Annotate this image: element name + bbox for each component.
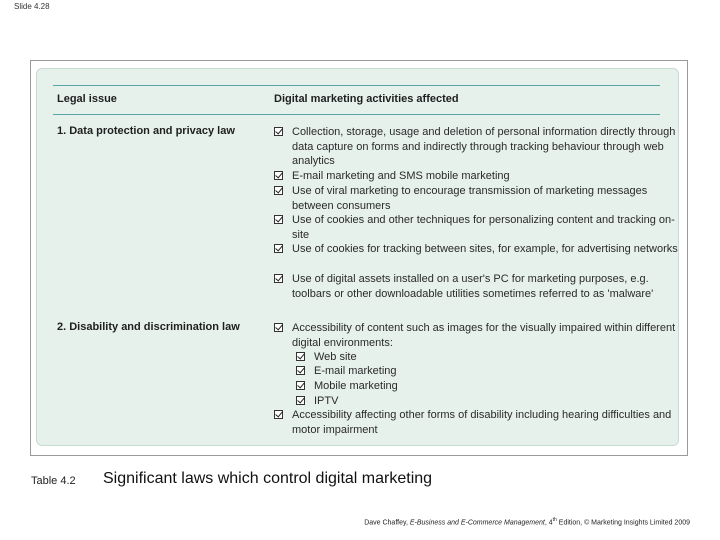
footer-citation — [364, 517, 690, 526]
activity-text: Collection, storage, usage and deletion of personal information directly through data capture on forms and indirectly through tracking behaviour through web analytics — [292, 126, 676, 167]
activity-text: E-mail marketing — [314, 365, 397, 377]
activity-subitem — [296, 364, 674, 379]
activity-item — [274, 184, 679, 213]
activities-header: Digital marketing activities affected — [274, 93, 459, 105]
header-rule-bottom — [53, 114, 660, 115]
table-number-label: Table 4.2 — [31, 475, 76, 487]
activity-item — [274, 408, 679, 437]
activity-text: IPTV — [314, 395, 339, 407]
checkbox-checked-icon — [274, 171, 283, 180]
activity-text: Web site — [314, 351, 357, 363]
footer-author: Dave Chaffey, — [364, 519, 410, 527]
activity-text: Mobile marketing — [314, 380, 398, 392]
legal-issue-data-protection: 1. Data protection and privacy law — [57, 125, 235, 137]
checkbox-checked-icon — [296, 381, 305, 390]
footer-edition: , 4 — [544, 519, 553, 527]
legal-issue-header: Legal issue — [57, 93, 117, 105]
checkbox-checked-icon — [274, 323, 283, 332]
checkbox-checked-icon — [296, 396, 305, 405]
checkbox-checked-icon — [296, 366, 305, 375]
footer-copyright: Edition, © Marketing Insights Limited 2009 — [556, 519, 690, 527]
activity-item — [274, 321, 679, 350]
activity-subitem — [296, 379, 674, 394]
footer-edition-suffix: th — [552, 517, 557, 523]
checkbox-checked-icon — [274, 410, 283, 419]
activity-text: Accessibility of content such as images for the visually impaired within different digital environments: — [292, 322, 676, 349]
activity-text: Use of cookies and other techniques for personalizing content and tracking on-site — [292, 214, 675, 241]
slide-number: Slide 4.28 — [14, 2, 50, 11]
activity-text: E-mail marketing and SMS mobile marketing — [292, 170, 510, 182]
activity-item — [274, 272, 679, 301]
activity-subitem — [296, 350, 674, 365]
activity-item — [274, 242, 679, 257]
checkbox-checked-icon — [274, 244, 283, 253]
checkbox-checked-icon — [296, 352, 305, 361]
checkbox-checked-icon — [274, 186, 283, 195]
footer-book-title: E-Business and E-Commerce Management — [409, 519, 545, 527]
activity-text: Accessibility affecting other forms of disability including hearing difficulties and motor impairment — [292, 409, 672, 436]
activity-text: Use of digital assets installed on a user's PC for marketing purposes, e.g. toolbars or other downloadable utilities sometimes referred to as 'malware' — [292, 273, 654, 300]
activity-item — [274, 125, 679, 169]
activity-subitem — [296, 394, 674, 409]
checkbox-checked-icon — [274, 215, 283, 224]
checkbox-checked-icon — [274, 274, 283, 283]
activity-text: Use of viral marketing to encourage transmission of marketing messages between consumers — [292, 185, 648, 212]
activity-item — [274, 213, 679, 242]
header-rule-top — [53, 85, 660, 86]
table-caption: Significant laws which control digital marketing — [103, 470, 433, 487]
legal-issue-disability: 2. Disability and discrimination law — [57, 321, 240, 333]
activity-item — [274, 169, 679, 184]
table-panel — [36, 68, 679, 446]
checkbox-checked-icon — [274, 127, 283, 136]
activity-text: Use of cookies for tracking between sites, for example, for advertising networks — [292, 243, 678, 255]
